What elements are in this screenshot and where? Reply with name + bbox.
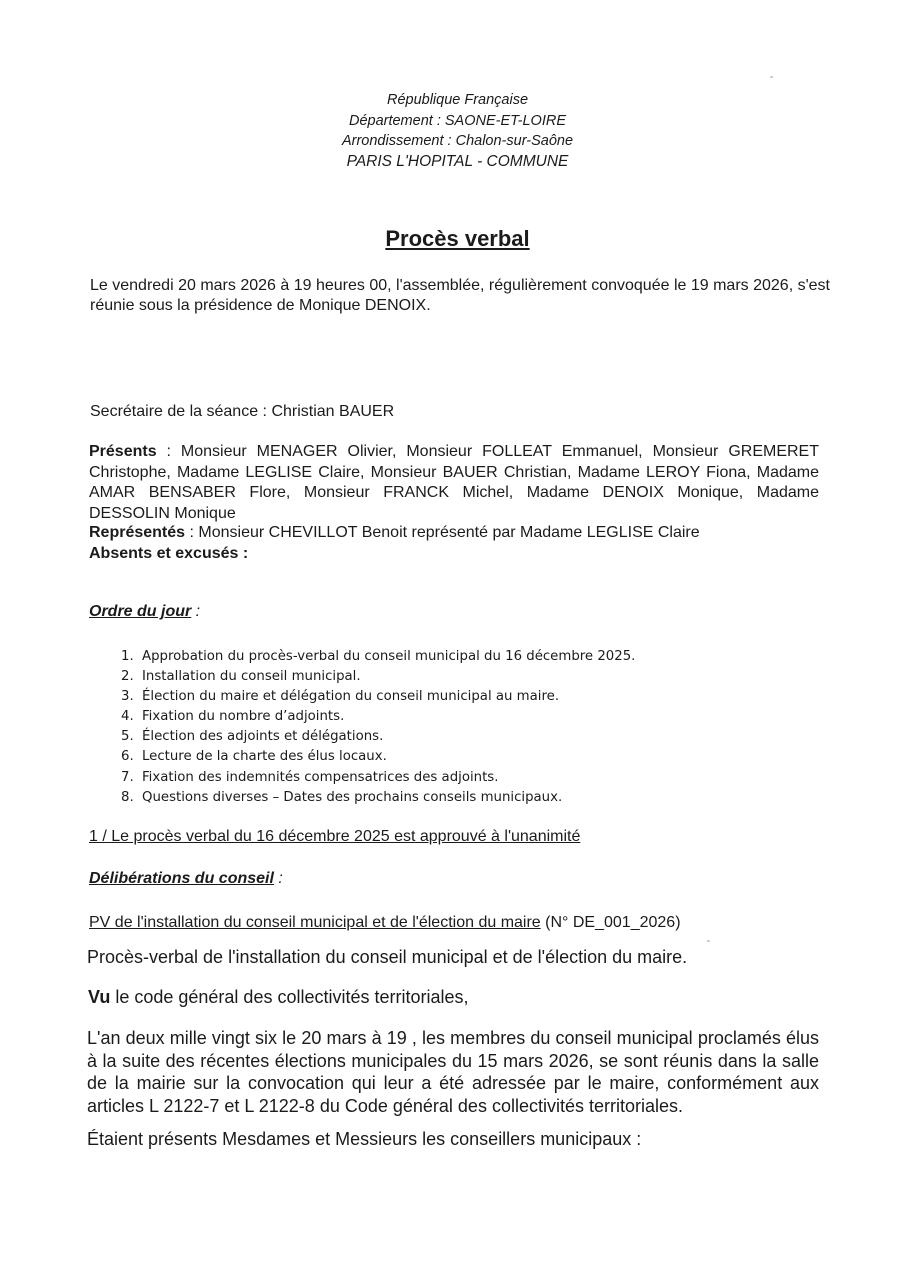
list-item-text: Installation du conseil municipal. — [142, 669, 361, 685]
vu-label: Vu — [88, 987, 111, 1007]
presents-paragraph — [89, 442, 819, 524]
vu-line — [88, 987, 469, 1008]
agenda-heading-suffix: : — [191, 603, 201, 620]
list-item — [121, 687, 635, 707]
list-item-number: 5. — [121, 729, 134, 745]
list-item — [121, 747, 635, 767]
list-item-number: 3. — [121, 689, 134, 705]
scan-speck — [707, 940, 710, 942]
list-item-number: 4. — [121, 709, 134, 725]
list-item-number: 1. — [121, 649, 134, 664]
page-title: Procès verbal — [385, 226, 530, 251]
agenda-heading-label: Ordre du jour — [89, 603, 192, 620]
arrondissement-label: Arrondissement : Chalon-sur-Saône — [341, 133, 574, 149]
scan-speck — [770, 76, 773, 78]
list-item-text: Lecture de la charte des élus locaux. — [142, 749, 387, 765]
pv-reference-line — [89, 914, 681, 932]
list-item-text: Fixation du nombre d’adjoints. — [142, 709, 345, 725]
vu-text: le code général des collectivités territoriales, — [110, 987, 469, 1007]
absent-line — [89, 545, 248, 563]
deliberations-heading-label: Délibérations du conseil — [89, 870, 274, 887]
intro-paragraph: Le vendredi 20 mars 2026 à 19 heures 00, l'assemblée, régulièrement convoquée le 19 mars 2026, s'est réunie sous la présidence de Monique DENOIX. — [90, 277, 830, 314]
agenda-list — [121, 647, 635, 808]
republic-label: République Française — [386, 92, 529, 108]
pv-ref-number: (N° DE_001_2026) — [540, 914, 681, 931]
approval-line: 1 / Le procès verbal du 16 décembre 2025 est approuvé à l'unanimité — [89, 828, 581, 845]
list-item-text: Élection du maire et délégation du conseil municipal au maire. — [142, 689, 560, 705]
list-item-number: 6. — [121, 749, 134, 765]
pv-link[interactable]: PV de l'installation du conseil municipal et de l'élection du maire — [89, 914, 541, 931]
list-item-text: Approbation du procès-verbal du conseil municipal du 16 décembre 2025. — [142, 649, 636, 664]
secretary-line: Secrétaire de la séance : Christian BAUER — [90, 403, 395, 420]
list-item-text: Fixation des indemnités compensatrices des adjoints. — [142, 769, 499, 785]
list-item-number: 8. — [121, 789, 134, 805]
list-item — [121, 707, 635, 727]
represented-text: : Monsieur CHEVILLOT Benoit représenté par Madame LEGLISE Claire — [185, 524, 700, 541]
represented-line — [89, 524, 700, 542]
presents-label: Présents — [89, 443, 157, 460]
list-item — [121, 768, 635, 788]
absent-text: : — [238, 545, 249, 562]
department-label: Département : SAONE-ET-LOIRE — [348, 112, 567, 129]
deliberations-heading-suffix: : — [273, 870, 283, 887]
list-item — [121, 647, 635, 667]
list-item — [121, 667, 635, 687]
absent-label: Absents et excusés — [89, 545, 239, 562]
installation-paragraph-text: L'an deux mille vingt six le 20 mars à 19 , les membres du conseil municipal proclamés élus à la suite des récentes élections municipales du 15 mars 2026, se sont réunis dans la salle de la mairie sur la convocation qui leur a été adressée par le maire, conformément aux articles L 2122-7 et L 2122-8 du Code général des collectivités territoriales. — [87, 1028, 819, 1116]
list-item-number: 7. — [121, 769, 134, 785]
list-item — [121, 727, 635, 747]
commune-label: PARIS L'HOPITAL - COMMUNE — [346, 152, 569, 170]
agenda-heading — [89, 603, 200, 621]
presents-text: : Monsieur MENAGER Olivier, Monsieur FOLLEAT Emmanuel, Monsieur GREMERET Christophe, Madame LEGLISE Claire, Monsieur BAUER Christian, Madame LEROY Fiona, Madame AMAR BENSABER Flore, Monsieur FRANCK Michel, Madame DENOIX Monique, Madame DESSOLIN Monique — [89, 443, 819, 522]
document-header — [0, 90, 900, 172]
list-item — [121, 788, 635, 808]
deliberations-heading — [89, 870, 283, 888]
present-councillors-line: Étaient présents Mesdames et Messieurs les conseillers municipaux : — [87, 1129, 642, 1149]
list-item-text: Questions diverses – Dates des prochains conseils municipaux. — [142, 789, 563, 805]
pv-title: Procès-verbal de l'installation du conseil municipal et de l'élection du maire. — [87, 947, 688, 967]
list-item-text: Élection des adjoints et délégations. — [142, 729, 384, 745]
represented-label: Représentés — [89, 524, 186, 541]
list-item-number: 2. — [121, 669, 134, 685]
installation-paragraph — [87, 1027, 819, 1117]
